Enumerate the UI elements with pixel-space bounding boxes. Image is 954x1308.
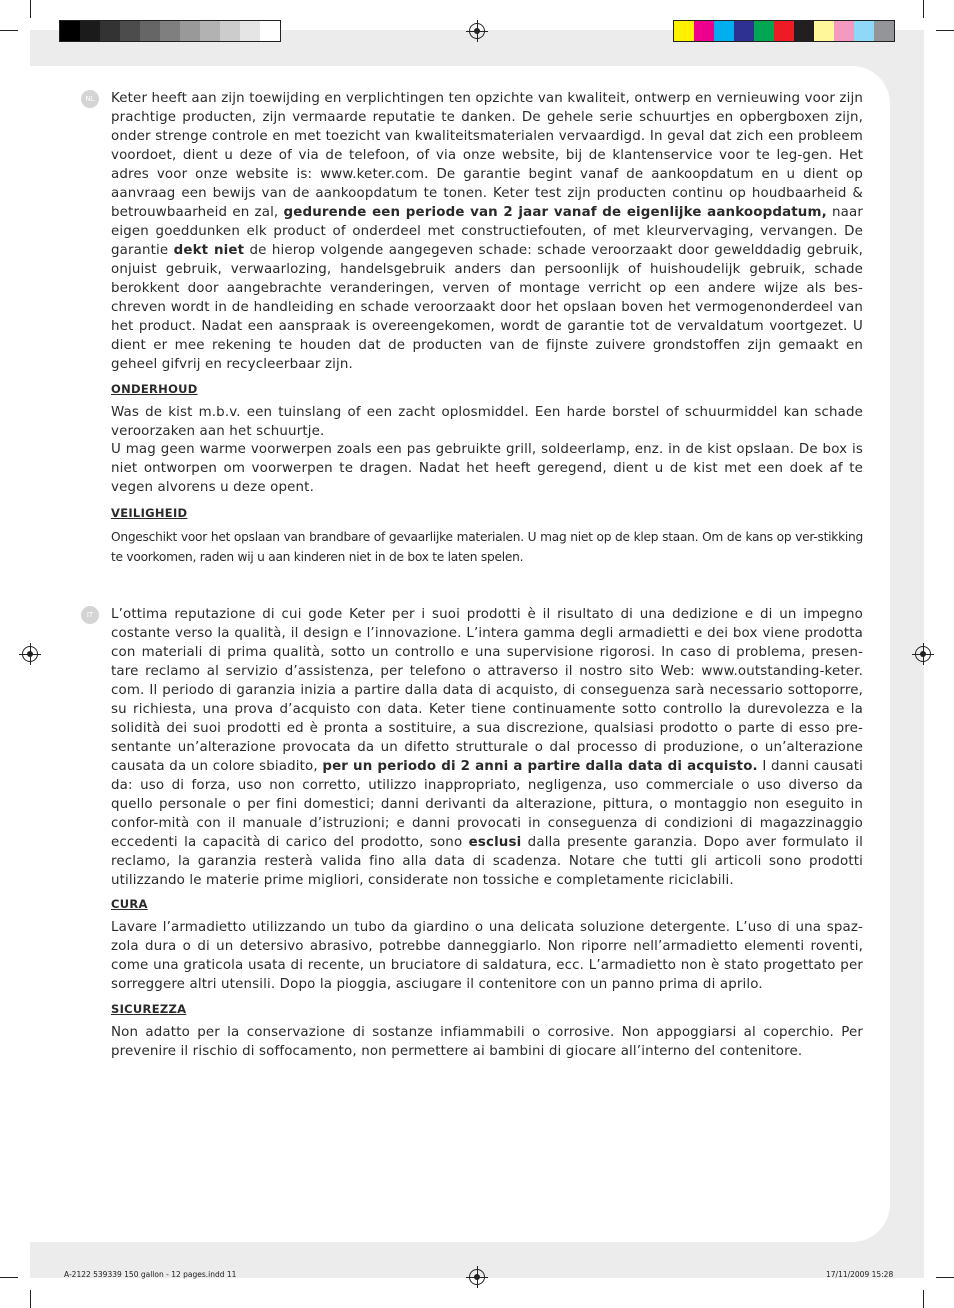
it-segment: I danni causati da: uso di forza, uso non corretto, utilizzo inappropriato, negligenza, uso commerciale o uso diverso da quello personale o per fini domestici; danni derivanti da alterazione, pittura, o montaggio non eseguito in confor-mità con il manuale d’istruzioni; e danni provocati in conseguenza di condizioni di magazzinaggio eccedenti la capacità di carico del prodotto, sono — [111, 759, 863, 850]
color-swatch — [100, 21, 120, 41]
it-care-text: Lavare l’armadietto utilizzando un tubo da giardino o una delicata soluzione detergente. L’uso di una spaz-zola dura o di un detersivo abrasivo, potrebbe danneggiarlo. Non riporre nell’armadietto elementi roventi, come una graticola usata di recente, un bruciatore di saldatura, ecc. L’armadietto non è stato progettato per sorreggere altri utensili. Dopo la pioggia, asciugare il contenitore con un panno prima di aprilo. — [111, 920, 863, 992]
it-segment: L’ottima reputazione di cui gode Keter per i suoi prodotti è il risultato di una dedizione e di un impegno costante verso la qualità, il design e l’innovazione. L’intera gamma degli armadietti e dei box viene prodotta con materiali di prima qualità, sotto un controllo e una supervisione rigorosi. In caso di problema, presen-tare reclamo al servizio d’assistenza, per telefono o attraverso il nostro sito Web: www.outstanding-keter. com. Il periodo di garanzia inizia a partire dalla data di acquisto, di conseguenza sarà necessario sottoporre, su richiesta, una prova d’acquisto con data. Keter tiene continuamente sotto controllo la durevolezza e la solidità dei suoi prodotti ed è pronta a sostituire, a sua discrezione, qualsiasi prodotto o parte di esso pre-sentante un’alterazione provocata da un difetto strutturale o dal processo di produzione, o un’alterazione causata da un colore sbiadito, — [111, 607, 863, 774]
nl-segment: de hierop volgende aangegeven schade: schade veroorzaakt door gewelddadig gebruik, onjuist gebruik, verwaarlozing, handelsgebruik anders dan persoonlijk of huishoudelijk gebruik, schade berokkent door aangebrachte veranderingen, verven of montage verricht op een andere wijze als bes-chreven wordt in de handleiding en schade veroorzaakt door het opslaan boven het vermogenonderdeel van het product. Nadat een aanspraak is overeengekomen, wordt de garantie tot de vervaldatum voortgezet. U dient er mee rekening te houden dat de producten van de fijnste zuivere grondstoffen zijn gemaakt en geheel gifvrij en recycleerbaar zijn. — [111, 243, 863, 372]
crop-mark — [936, 30, 954, 31]
color-swatch — [814, 21, 834, 41]
footer-timestamp: 17/11/2009 15:28 — [826, 1270, 894, 1279]
footer-file-info: A-2122 539339 150 gallon - 12 pages.indd 11 — [64, 1270, 237, 1279]
nl-segment: Keter heeft aan zijn toewijding en verplichtingen ten opzichte van kwaliteit, ontwerp en vernieuwing voor zijn prachtige producten, zijn vermaarde reputatie te danken. De gehele serie schuurtjes en opbergboxen zijn, onder strenge controle en met toezicht van kwaliteitsmaterialen vervaardigd. In geval dat zich een probleem voordoet, dient u deze of via de telefoon, of via onze website, bij de klantenservice voor te leg-gen. Het adres voor onze website is: www.keter.com. De garantie begint vanaf de aankoopdatum en u dient op aanvraag een bewijs van de aankoopdatum te tonen. Keter test zijn producten continu op houdbaarheid & betrouwbaarheid en zal, — [111, 91, 863, 220]
nl-safety-text: Ongeschikt voor het opslaan van brandbare of gevaarlijke materialen. U mag niet op de klep staan. Om de kans op ver-stikking te voorkomen, raden wij u aan kinderen niet in de box te laten spelen. — [111, 530, 863, 564]
color-swatch — [220, 21, 240, 41]
color-swatch — [80, 21, 100, 41]
it-care-heading: CURA — [111, 897, 148, 911]
it-safety-heading: SICUREZZA — [111, 1002, 187, 1016]
registration-mark-icon — [469, 23, 485, 39]
nl-safety-heading: VEILIGHEID — [111, 506, 188, 520]
nl-care-text-1: Was de kist m.b.v. een tuinslang of een zacht oplosmiddel. Een harde borstel of schuurmiddel kan schade veroorzaken aan het schuurtje. — [111, 405, 863, 439]
process-color-bar — [673, 20, 895, 42]
crop-mark — [0, 1277, 18, 1278]
it-segment: esclusi — [468, 835, 522, 850]
crop-mark — [923, 1290, 924, 1308]
color-swatch — [200, 21, 220, 41]
color-swatch — [60, 21, 80, 41]
nl-segment: dekt niet — [173, 243, 245, 258]
it-segment: per un periodo di 2 anni a partire dalla data di acquisto. — [322, 759, 758, 774]
it-segment: dalla presente garanzia. Dopo aver formulato il reclamo, la garanzia resterà valida fino alla data di scadenza. Notare che tutti gli articoli sono prodotti utilizzando le materie prime migliori, considerate non tossiche e completamente riciclabili. — [111, 835, 863, 888]
color-swatch — [874, 21, 894, 41]
color-swatch — [734, 21, 754, 41]
color-swatch — [240, 21, 260, 41]
color-swatch — [794, 21, 814, 41]
color-swatch — [754, 21, 774, 41]
registration-mark-icon — [469, 1269, 485, 1285]
crop-mark — [923, 0, 924, 18]
crop-mark — [0, 30, 18, 31]
nl-segment: gedurende een periode van 2 jaar vanaf de eigenlijke aankoopdatum, — [283, 205, 827, 220]
language-badge-nl: NL — [81, 90, 99, 108]
color-swatch — [120, 21, 140, 41]
nl-warranty-text — [111, 89, 863, 374]
it-safety-text: Non adatto per la conservazione di sostanze infiammabili o corrosive. Non appoggiarsi al coperchio. Per prevenire il rischio di soffocamento, non permettere ai bambini di giocare all’interno del contenitore. — [111, 1025, 863, 1059]
registration-mark-icon — [22, 646, 38, 662]
crop-mark — [936, 1277, 954, 1278]
color-swatch — [834, 21, 854, 41]
crop-mark — [30, 1290, 31, 1308]
color-swatch — [674, 21, 694, 41]
color-swatch — [714, 21, 734, 41]
registration-mark-icon — [915, 646, 931, 662]
color-swatch — [260, 21, 280, 41]
color-swatch — [140, 21, 160, 41]
nl-care-heading: ONDERHOUD — [111, 382, 198, 396]
color-swatch — [180, 21, 200, 41]
it-warranty-text — [111, 605, 863, 890]
grayscale-color-bar — [59, 20, 281, 42]
nl-segment: naar eigen goeddunken elk product of onderdeel met constructiefouten, of met kleurvervaging, vervangen. De garantie — [111, 205, 863, 258]
color-swatch — [694, 21, 714, 41]
crop-mark — [30, 0, 31, 18]
color-swatch — [774, 21, 794, 41]
language-badge-it: IT — [81, 606, 99, 624]
nl-care-text-2: U mag geen warme voorwerpen zoals een pas gebruikte grill, soldeerlamp, enz. in de kist opslaan. De box is niet ontworpen om voorwerpen te dragen. Nadat het heeft geregend, dient u de kist met een doek af te vegen alvorens u deze opent. — [111, 442, 863, 495]
color-swatch — [854, 21, 874, 41]
color-swatch — [160, 21, 180, 41]
